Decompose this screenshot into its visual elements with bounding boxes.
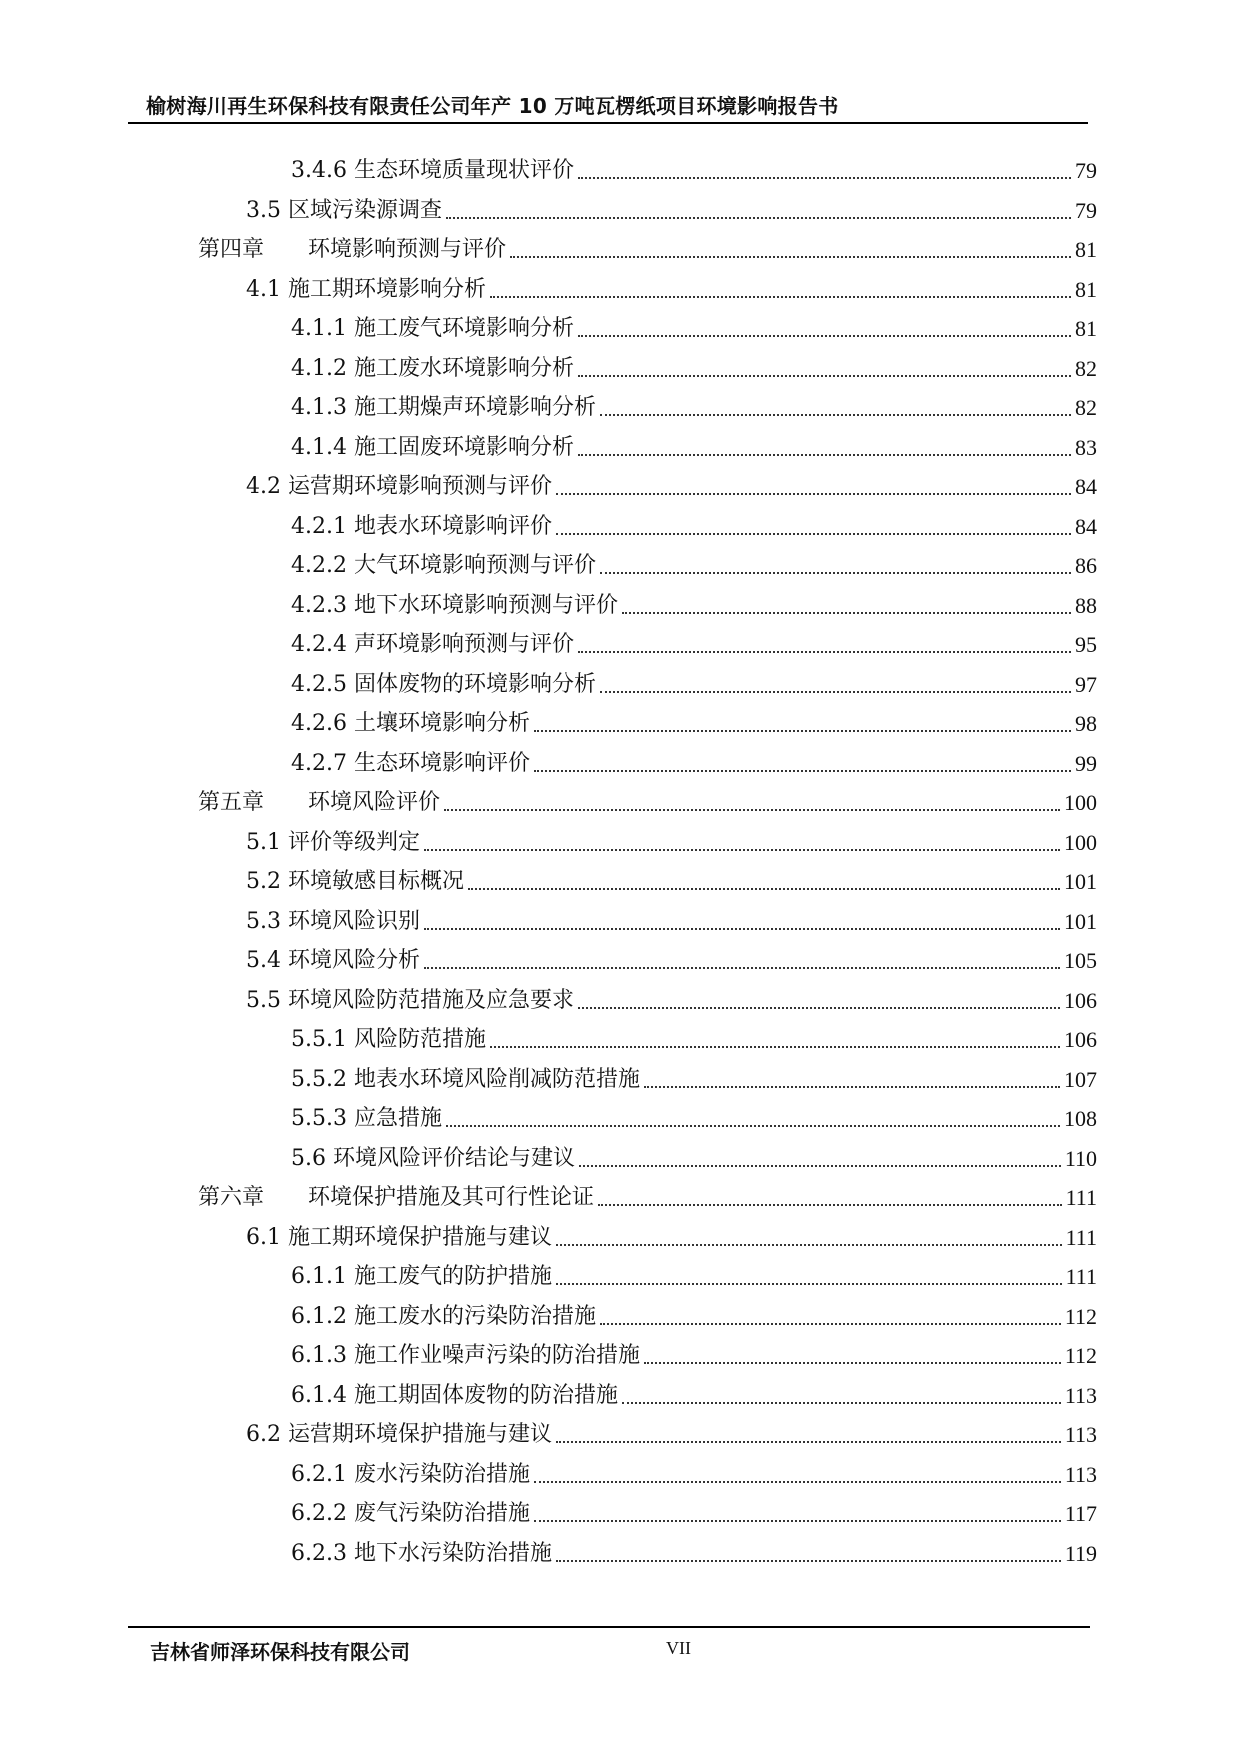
toc-entry[interactable]: [246, 1221, 1097, 1251]
toc-entry-number: 3.5: [246, 198, 281, 223]
dot-leader: [622, 1401, 1061, 1404]
toc-entry-title: 地表水环境风险削减防范措施: [353, 1067, 640, 1092]
toc-entry-number: 4.1: [246, 277, 281, 302]
toc-entry-page: 113: [1064, 1462, 1097, 1487]
dot-leader: [424, 927, 1060, 930]
toc-entry-number: 5.4: [246, 948, 281, 973]
toc-entry-number: 4.2.5: [291, 672, 347, 697]
toc-entry-title: 地下水污染防治措施: [353, 1541, 552, 1566]
toc-entry-page: 117: [1064, 1501, 1097, 1526]
toc-entry-number: 5.5.2: [291, 1067, 347, 1092]
toc-entry-page: 88: [1075, 593, 1097, 618]
toc-entry[interactable]: [246, 470, 1097, 500]
toc-entry-number: 5.6: [291, 1146, 326, 1171]
dot-leader: [444, 808, 1060, 811]
toc-entry-title: 生态环境质量现状评价: [353, 158, 574, 183]
toc-entry-title: 施工期环境保护措施与建议: [288, 1225, 553, 1250]
dot-leader: [534, 729, 1071, 732]
toc-entry[interactable]: [291, 154, 1097, 184]
toc-entry-title: 评价等级判定: [288, 830, 421, 855]
toc-entry-page: 100: [1064, 830, 1097, 855]
toc-entry-page: 98: [1075, 711, 1097, 736]
toc-entry[interactable]: [291, 1063, 1097, 1093]
toc-entry[interactable]: [246, 194, 1097, 224]
toc-entry-title: 施工废气的防护措施: [353, 1264, 552, 1289]
toc-entry[interactable]: [246, 984, 1097, 1014]
toc-entry-page: 99: [1075, 751, 1097, 776]
dot-leader: [424, 966, 1060, 969]
toc-entry-title: 环境风险分析: [288, 948, 421, 973]
toc-entry[interactable]: [198, 786, 1097, 816]
toc-entry[interactable]: [291, 549, 1097, 579]
toc-entry-page: 111: [1065, 1225, 1097, 1250]
toc-entry-number: 4.1.1: [291, 316, 347, 341]
toc-entry-number: 5.2: [246, 869, 281, 894]
toc-entry[interactable]: [246, 865, 1097, 895]
dot-leader: [578, 1006, 1060, 1009]
toc-entry-page: 82: [1075, 356, 1097, 381]
toc-entry-number: 6.2.3: [291, 1541, 347, 1566]
toc-entry-number: 4.2.2: [291, 553, 347, 578]
toc-entry[interactable]: [246, 944, 1097, 974]
dot-leader: [644, 1361, 1061, 1364]
dot-leader: [468, 887, 1060, 890]
toc-entry-page: 113: [1064, 1383, 1097, 1408]
toc-entry-title: 地下水环境影响预测与评价: [353, 593, 618, 618]
dot-leader: [556, 1282, 1062, 1285]
toc-entry[interactable]: [198, 1181, 1097, 1211]
toc-entry-number: 6.2.2: [291, 1501, 347, 1526]
dot-leader: [446, 216, 1071, 219]
toc-entry-title: 地表水环境影响评价: [353, 514, 552, 539]
toc-entry-title: 生态环境影响评价: [353, 751, 530, 776]
toc-entry-number: 5.5: [246, 988, 281, 1013]
toc-entry-page: 111: [1065, 1264, 1097, 1289]
toc-entry-page: 82: [1075, 395, 1097, 420]
dot-leader: [424, 848, 1060, 851]
toc-entry-number: 6.2.1: [291, 1462, 347, 1487]
toc-entry-title: 环境影响预测与评价: [308, 237, 507, 262]
toc-entry-title: 环境保护措施及其可行性论证: [308, 1185, 595, 1210]
toc-entry-page: 106: [1064, 1027, 1097, 1052]
toc-entry-title: 施工废水环境影响分析: [353, 356, 574, 381]
dot-leader: [600, 413, 1071, 416]
dot-leader: [490, 295, 1071, 298]
toc-entry[interactable]: [291, 1023, 1097, 1053]
toc-entry[interactable]: [198, 233, 1097, 263]
dot-leader: [534, 1480, 1061, 1483]
toc-entry[interactable]: [246, 1418, 1097, 1448]
toc-entry-title: 施工废气环境影响分析: [353, 316, 574, 341]
toc-entry-page: 83: [1075, 435, 1097, 460]
toc-entry-title: 应急措施: [353, 1106, 442, 1131]
toc-entry[interactable]: [246, 826, 1097, 856]
toc-entry-page: 79: [1075, 158, 1097, 183]
toc-entry-title: 环境风险识别: [288, 909, 421, 934]
toc-entry-page: 106: [1064, 988, 1097, 1013]
toc-entry-number: 4.1.4: [291, 435, 347, 460]
dot-leader: [490, 1045, 1060, 1048]
toc-entry-page: 86: [1075, 553, 1097, 578]
toc-entry-page: 101: [1064, 869, 1097, 894]
toc-entry-title: 固体废物的环境影响分析: [353, 672, 596, 697]
toc-entry-title: 风险防范措施: [353, 1027, 486, 1052]
toc-entry[interactable]: [291, 1537, 1097, 1567]
toc-entry[interactable]: [291, 628, 1097, 658]
toc-entry[interactable]: [291, 1300, 1097, 1330]
toc-entry-page: 95: [1075, 632, 1097, 657]
header-title: 榆树海川再生环保科技有限责任公司年产 10 万吨瓦楞纸项目环境影响报告书: [146, 94, 839, 118]
toc-entry[interactable]: [246, 273, 1097, 303]
toc-entry[interactable]: [291, 747, 1097, 777]
toc-entry-page: 97: [1075, 672, 1097, 697]
toc-entry-number: 5.1: [246, 830, 281, 855]
dot-leader: [534, 769, 1071, 772]
dot-leader: [556, 532, 1071, 535]
toc-entry-title: 声环境影响预测与评价: [353, 632, 574, 657]
footer-page-number: VII: [666, 1638, 691, 1658]
footer-company: 吉林省师泽环保科技有限公司: [150, 1640, 410, 1664]
toc-entry-title: 大气环境影响预测与评价: [353, 553, 596, 578]
toc-entry-page: 112: [1064, 1343, 1097, 1368]
toc-entry-number: 4.2.7: [291, 751, 347, 776]
toc-entry-number: 4.2.3: [291, 593, 347, 618]
toc-entry[interactable]: [291, 668, 1097, 698]
dot-leader: [578, 176, 1071, 179]
toc-entry-page: 101: [1064, 909, 1097, 934]
toc-entry-page: 110: [1064, 1146, 1097, 1171]
dot-leader: [534, 1519, 1061, 1522]
toc-entry-title: 环境风险防范措施及应急要求: [288, 988, 575, 1013]
toc-entry[interactable]: [291, 1102, 1097, 1132]
dot-leader: [510, 255, 1071, 258]
dot-leader: [600, 571, 1071, 574]
toc-entry-number: 第六章: [198, 1185, 265, 1210]
dot-leader: [578, 374, 1071, 377]
dot-leader: [644, 1085, 1060, 1088]
toc-entry-page: 108: [1064, 1106, 1097, 1131]
toc-entry-number: 4.2.4: [291, 632, 347, 657]
toc-entry-number: 6.1.2: [291, 1304, 347, 1329]
toc-entry-page: 107: [1064, 1067, 1097, 1092]
toc-entry-page: 81: [1075, 277, 1097, 302]
toc-entry-title: 运营期环境影响预测与评价: [288, 474, 553, 499]
toc-entry-page: 112: [1064, 1304, 1097, 1329]
toc-entry-number: 4.2.1: [291, 514, 347, 539]
toc-entry-number: 4.2.6: [291, 711, 347, 736]
toc-entry[interactable]: [291, 707, 1097, 737]
toc-entry-number: 4.1.3: [291, 395, 347, 420]
toc-entry-title: 环境风险评价结论与建议: [333, 1146, 576, 1171]
dot-leader: [556, 1440, 1061, 1443]
toc-entry-page: 100: [1064, 790, 1097, 815]
toc-entry-page: 84: [1075, 474, 1097, 499]
toc-entry[interactable]: [291, 1497, 1097, 1527]
toc-entry-title: 区域污染源调查: [288, 198, 443, 223]
toc-entry-page: 119: [1064, 1541, 1097, 1566]
toc-entry-page: 111: [1065, 1185, 1097, 1210]
toc-entry-number: 5.5.1: [291, 1027, 347, 1052]
toc-entry-page: 113: [1064, 1422, 1097, 1447]
toc-entry-title: 施工废水的污染防治措施: [353, 1304, 596, 1329]
toc-entry-title: 废水污染防治措施: [353, 1462, 530, 1487]
toc-entry-number: 4.1.2: [291, 356, 347, 381]
toc-entry-number: 第五章: [198, 790, 265, 815]
dot-leader: [578, 453, 1071, 456]
toc-entry-number: 6.1.3: [291, 1343, 347, 1368]
toc-entry-number: 6.1.4: [291, 1383, 347, 1408]
toc-entry[interactable]: [291, 391, 1097, 421]
dot-leader: [556, 492, 1071, 495]
toc-entry[interactable]: [291, 510, 1097, 540]
toc-entry-number: 6.1: [246, 1225, 281, 1250]
dot-leader: [600, 1322, 1061, 1325]
toc-entry-number: 第四章: [198, 237, 265, 262]
toc-entry-page: 79: [1075, 198, 1097, 223]
toc-entry-number: 6.2: [246, 1422, 281, 1447]
dot-leader: [578, 334, 1071, 337]
toc-entry[interactable]: [291, 312, 1097, 342]
dot-leader: [579, 1164, 1061, 1167]
toc-entry[interactable]: [291, 589, 1097, 619]
dot-leader: [446, 1124, 1060, 1127]
page-header: [128, 88, 1088, 124]
toc-entry-title: 施工作业噪声污染的防治措施: [353, 1343, 640, 1368]
toc-entry-number: 6.1.1: [291, 1264, 347, 1289]
toc-entry-title: 土壤环境影响分析: [353, 711, 530, 736]
toc-entry-number: 5.3: [246, 909, 281, 934]
toc-entry-title: 施工期固体废物的防治措施: [353, 1383, 618, 1408]
toc-entry[interactable]: [291, 1260, 1097, 1290]
toc-entry-title: 施工固废环境影响分析: [353, 435, 574, 460]
toc-entry[interactable]: [246, 905, 1097, 935]
toc-entry-page: 81: [1075, 237, 1097, 262]
toc-entry-title: 运营期环境保护措施与建议: [288, 1422, 553, 1447]
dot-leader: [578, 650, 1071, 653]
toc-entry-page: 84: [1075, 514, 1097, 539]
toc-entry-title: 废气污染防治措施: [353, 1501, 530, 1526]
toc-entry-number: 3.4.6: [291, 158, 347, 183]
dot-leader: [622, 611, 1071, 614]
toc-entry-number: 5.5.3: [291, 1106, 347, 1131]
toc-entry[interactable]: [291, 1458, 1097, 1488]
toc-entry[interactable]: [291, 431, 1097, 461]
toc-entry[interactable]: [291, 1339, 1097, 1369]
page-footer: [128, 1626, 1090, 1668]
dot-leader: [556, 1559, 1061, 1562]
toc-entry-title: 环境风险评价: [308, 790, 441, 815]
toc-entry-page: 105: [1064, 948, 1097, 973]
toc-entry[interactable]: [291, 1142, 1097, 1172]
toc-entry-title: 施工期环境影响分析: [288, 277, 487, 302]
toc-entry-title: 施工期燥声环境影响分析: [353, 395, 596, 420]
toc-entry-number: 4.2: [246, 474, 281, 499]
toc-entry[interactable]: [291, 352, 1097, 382]
dot-leader: [556, 1243, 1062, 1246]
toc-entry-title: 环境敏感目标概况: [288, 869, 465, 894]
toc-entry[interactable]: [291, 1379, 1097, 1409]
toc-entry-page: 81: [1075, 316, 1097, 341]
dot-leader: [598, 1203, 1062, 1206]
dot-leader: [600, 690, 1071, 693]
